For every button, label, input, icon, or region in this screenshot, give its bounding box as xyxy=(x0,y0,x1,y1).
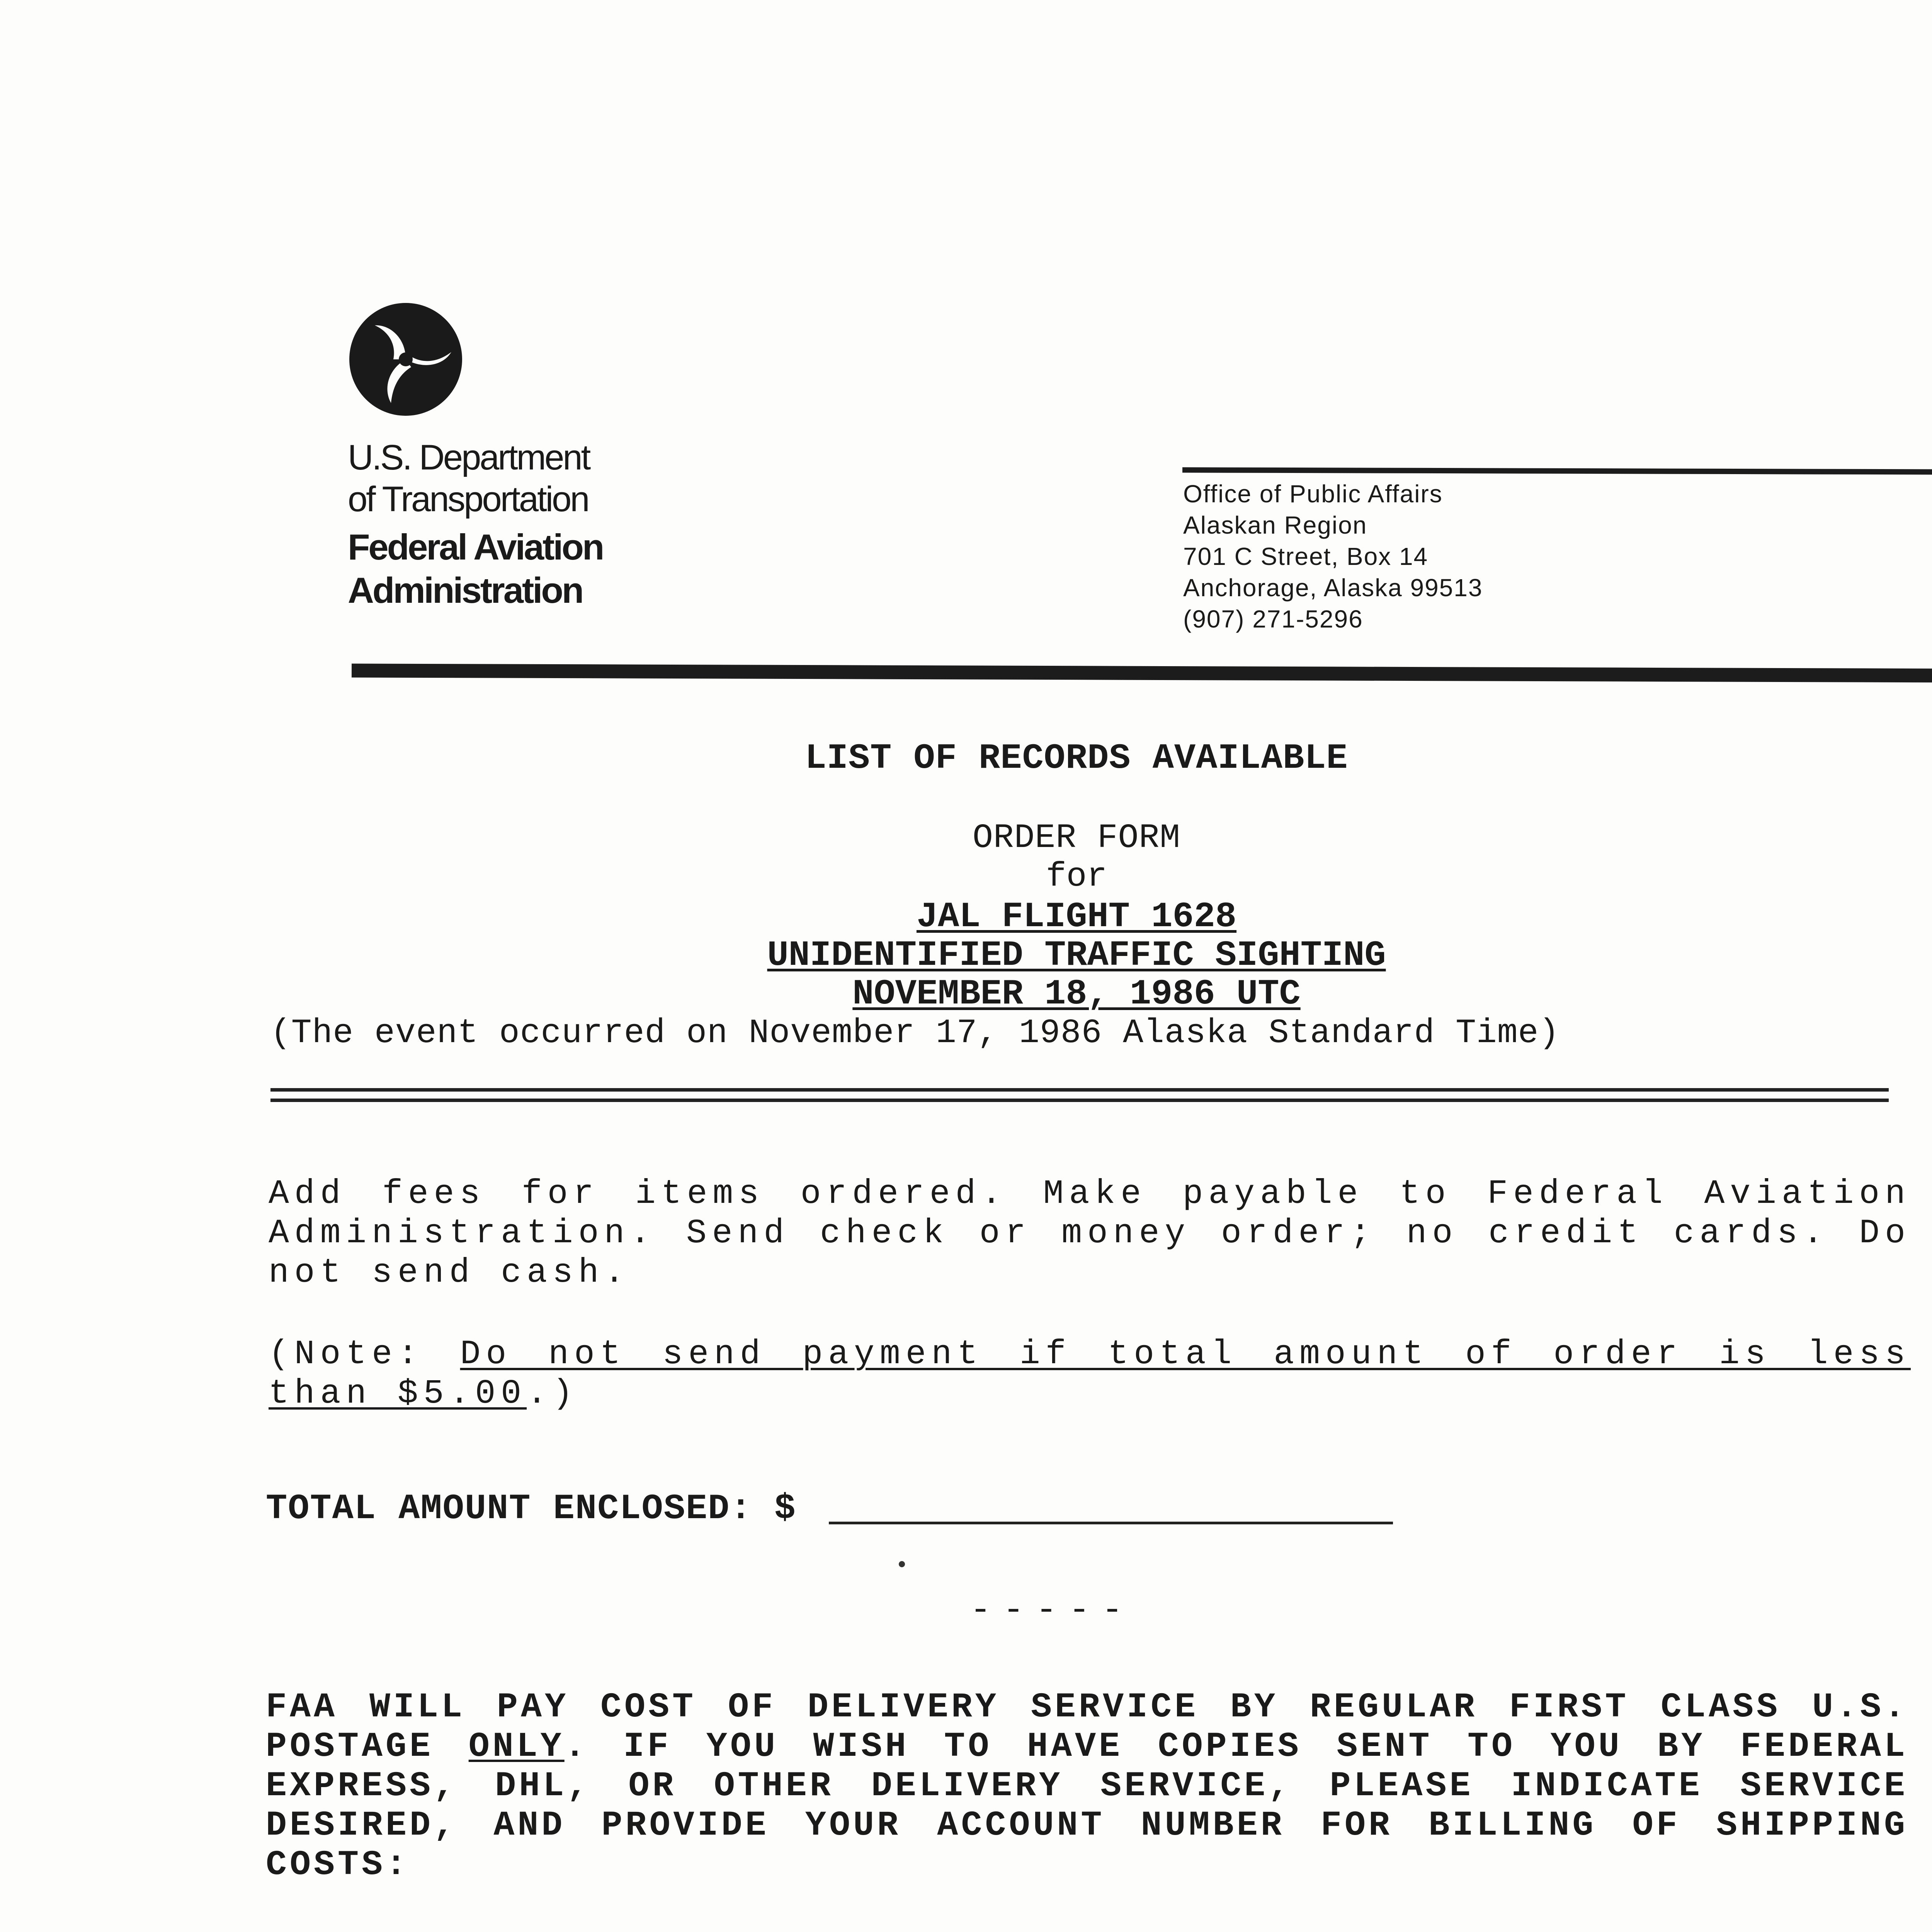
delivery-text: . IF YOU WISH TO HAVE COPIES SENT TO YOU BY FEDERAL EXPRESS, DHL, OR OTHER DELIVERY SERVICE, PLEASE INDICATE SERVICE DESIRED, AND PROVIDE YOUR ACCOUNT NUMBER FOR BILLING OF SHIPPING COSTS: xyxy=(266,1727,1908,1885)
document-title: LIST OF RECORDS AVAILABLE xyxy=(805,738,1348,779)
delivery-instructions xyxy=(266,1688,1908,1885)
address-rule xyxy=(1182,467,1932,474)
subject-flight: JAL FLIGHT 1628 xyxy=(916,896,1237,937)
subject-line xyxy=(0,974,1932,1014)
total-amount-label: TOTAL AMOUNT ENCLOSED: $ xyxy=(266,1488,797,1529)
delivery-text: FAA WILL PAY COST OF DELIVERY SERVICE BY REGULAR FIRST CLASS U.S. POSTAGE xyxy=(266,1688,1908,1767)
address-line: Anchorage, Alaska 99513 xyxy=(1183,574,1483,602)
section-divider xyxy=(270,1099,1889,1102)
address-line: (907) 271-5296 xyxy=(1183,605,1363,633)
only-emphasis: ONLY xyxy=(468,1727,565,1767)
for-word: for xyxy=(1046,858,1107,896)
subject-date: NOVEMBER 18, 1986 UTC xyxy=(852,974,1301,1014)
address-line: 701 C Street, Box 14 xyxy=(1183,543,1429,570)
letterhead-divider xyxy=(352,663,1932,682)
total-amount-field[interactable] xyxy=(829,1522,1393,1524)
agency-line: U.S. Department xyxy=(348,438,590,477)
dash-marks: ----- xyxy=(970,1590,1135,1631)
event-note: (The event occurred on November 17, 1986 Alaska Standard Time) xyxy=(270,1014,1560,1053)
agency-line: Administration xyxy=(348,570,583,611)
note-suffix: .) xyxy=(527,1375,578,1413)
agency-name xyxy=(348,437,603,612)
subject-line xyxy=(0,896,1932,937)
subject-line xyxy=(0,935,1932,976)
office-address xyxy=(1183,478,1483,635)
stray-mark xyxy=(899,1561,905,1567)
order-form-heading: ORDER FORM xyxy=(972,819,1181,857)
fees-instructions: Add fees for items ordered. Make payable to Federal Aviation Administration. Send check or money order; no credit cards. Do not send cash. xyxy=(269,1175,1911,1292)
payment-note xyxy=(269,1335,1911,1414)
address-line: Alaskan Region xyxy=(1183,511,1367,539)
note-underlined: Do not send payment if total amount of order is less than $5.00 xyxy=(269,1335,1911,1413)
section-divider xyxy=(270,1088,1889,1092)
address-line: Office of Public Affairs xyxy=(1183,480,1443,508)
note-prefix: (Note: xyxy=(269,1335,460,1374)
subject-sighting: UNIDENTIFIED TRAFFIC SIGHTING xyxy=(767,935,1386,976)
dot-triskelion-logo-icon xyxy=(348,301,464,417)
agency-line: of Transportation xyxy=(348,480,588,519)
agency-line: Federal Aviation xyxy=(348,527,603,567)
